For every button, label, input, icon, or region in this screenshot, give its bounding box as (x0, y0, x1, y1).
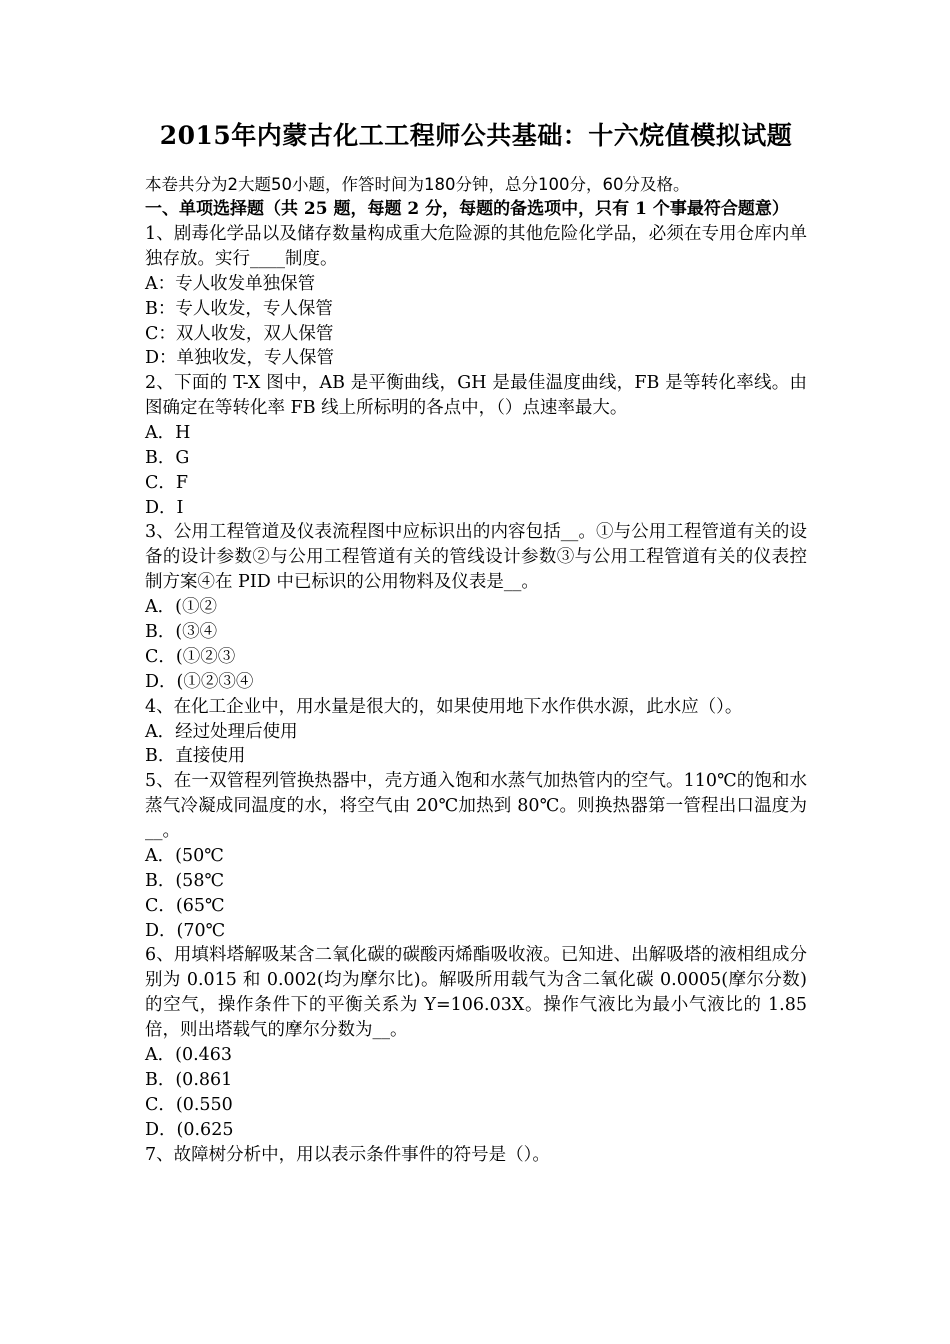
answer-option: A．(50℃ (145, 846, 224, 867)
question-2 (145, 371, 807, 520)
question-text: 3、公用工程管道及仪表流程图中应标识出的内容包括__。①与公用工程管道有关的设备的设计参数②与公用工程管道有关的管线设计参数③与公用工程管道有关的仪表控制方案④在 PID 中已标识的公用物料及仪表是__。 (145, 522, 807, 593)
answer-option: C．(①②③ (145, 646, 236, 667)
section-heading: 一、单项选择题（共 25 题，每题 2 分，每题的备选项中，只有 1 个事最符合题意） (145, 199, 789, 219)
question-text: 5、在一双管程列管换热器中，壳方通入饱和水蒸气加热管内的空气。110℃的饱和水蒸气冷凝成同温度的水，将空气由 20℃加热到 80℃。则换热器第一管程出口温度为__。 (145, 771, 807, 842)
answer-option: D．(70℃ (145, 920, 226, 941)
question-3 (145, 520, 807, 694)
answer-option: B．(③④ (145, 622, 218, 643)
answer-option: C：双人收发，双人保管 (145, 323, 334, 344)
question-text: 1、剧毒化学品以及储存数量构成重大危险源的其他危险化学品，必须在专用仓库内单独存放。实行____制度。 (145, 224, 807, 269)
question-7 (145, 1143, 807, 1168)
answer-option: B．G (145, 447, 190, 468)
answer-option: B．(58℃ (145, 870, 225, 891)
answer-option: C．(0.550 (145, 1094, 233, 1115)
question-text: 2、下面的 T-X 图中，AB 是平衡曲线，GH 是最佳温度曲线，FB 是等转化率线。由图确定在等转化率 FB 线上所标明的各点中，（）点速率最大。 (145, 373, 807, 419)
page-title: 2015年内蒙古化工工程师公共基础：十六烷值模拟试题 (159, 121, 793, 150)
answer-option: D．I (145, 497, 184, 518)
question-6 (145, 943, 807, 1142)
answer-option: A．(0.463 (145, 1045, 233, 1066)
answer-option: B：专人收发，专人保管 (145, 298, 333, 319)
document-page (145, 118, 807, 1168)
answer-option: A．H (145, 423, 191, 444)
answer-option: C．(65℃ (145, 895, 225, 916)
question-text: 7、故障树分析中，用以表示条件事件的符号是（）。 (145, 1144, 550, 1165)
answer-option: D：单独收发，专人保管 (145, 348, 335, 369)
answer-option: A．经过处理后使用 (145, 721, 298, 742)
answer-option: B．直接使用 (145, 746, 246, 767)
question-text: 4、在化工企业中，用水量是很大的，如果使用地下水作供水源，此水应（）。 (145, 696, 743, 717)
question-4 (145, 695, 807, 770)
answer-option: D．(0.625 (145, 1119, 234, 1140)
question-list (145, 222, 807, 1168)
question-1 (145, 222, 807, 371)
exam-intro: 本卷共分为2大题50小题，作答时间为180分钟，总分100分，60分及格。 (145, 175, 690, 194)
answer-option: A：专人收发单独保管 (145, 274, 316, 294)
answer-option: B．(0.861 (145, 1070, 233, 1091)
question-text: 6、用填料塔解吸某含二氧化碳的碳酸丙烯酯吸收液。已知进、出解吸塔的液相组成分别为 0.015 和 0.002(均为摩尔比)。解吸所用载气为含二氧化碳 0.0005(摩尔分数)的空气，操作条件下的平衡关系为 Y=106.03X。操作气液比为最小气液比的 1.85 倍，则出塔载气的摩尔分数为__。 (145, 945, 807, 1041)
answer-option: C．F (145, 472, 189, 493)
question-5 (145, 769, 807, 943)
answer-option: D．(①②③④ (145, 671, 254, 692)
answer-option: A．(①② (145, 597, 217, 618)
